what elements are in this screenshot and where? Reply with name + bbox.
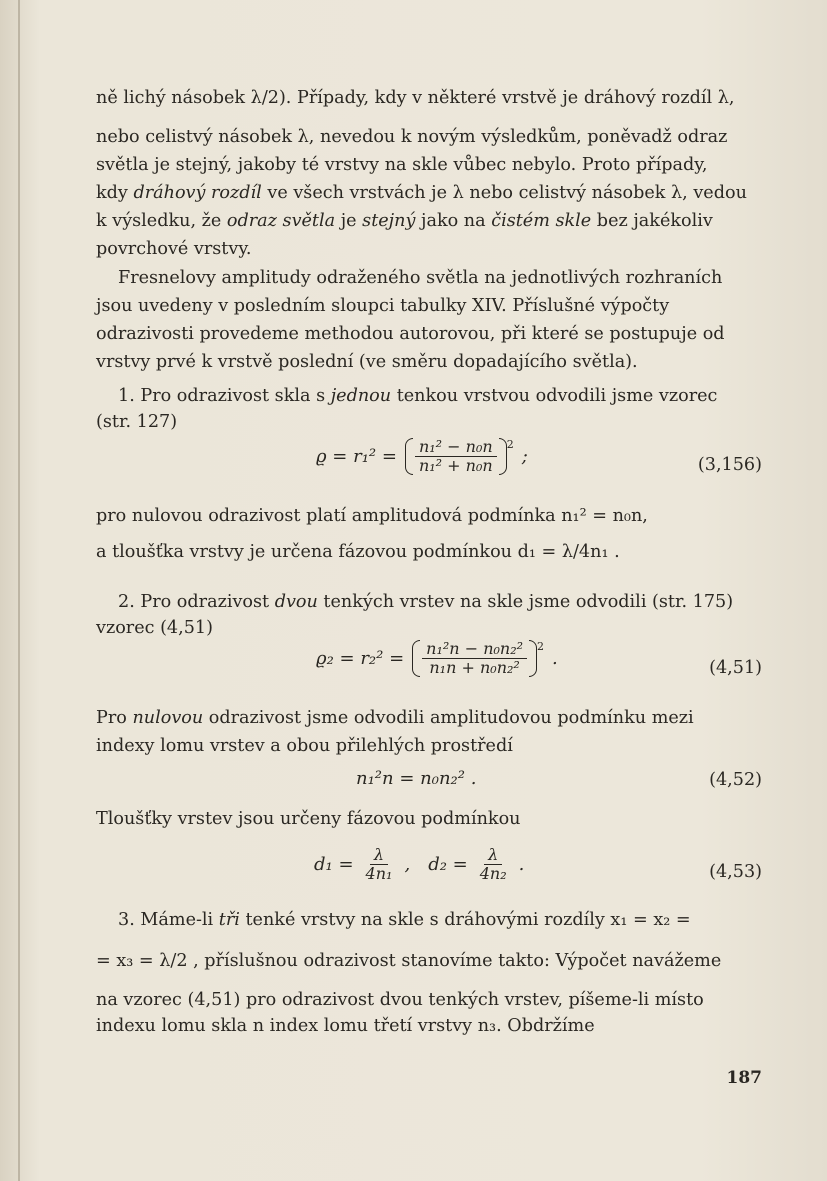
section-1-line: (str. 127) [96,412,178,432]
equation-4-53: d₁ = $\frac{\lambda}{\text{4n₁}}$ , d₂ = $\frac{\lambda}{\text{4n₂}}$ . [314,845,525,883]
text-line: pro nulovou odrazivost platí amplitudová podmínka n₁² = n₀n, [96,506,648,526]
equation-label: (4,52) [709,770,762,790]
equation-3-156: ϱ = r₁² = $\frac{\text{n₁² − n₀n}}{\text{n₁² + n₀n}}$ 2 ; [316,437,528,475]
text-line: indexy lomu vrstev a obou přilehlých prostředí [96,736,513,756]
section-3-line: na vzorec (4,51) pro odrazivost dvou tenkých vrstev, píšeme-li místo [96,990,704,1010]
section-3-line: indexu lomu skla n index lomu třetí vrstvy n₃. Obdržíme [96,1016,595,1036]
paragraph-line: Fresnelovy amplitudy odraženého světla na jednotlivých rozhraních [118,268,723,288]
text-line: nebo celistvý násobek λ, nevedou k novým výsledkům, poněvadž odraz [96,127,728,147]
text-line: kdy dráhový rozdíl ve všech vrstvách je λ nebo celistvý násobek λ, vedou [96,183,747,203]
text-line: a tloušťka vrstvy je určena fázovou podmínkou d₁ = λ/4n₁ . [96,542,620,562]
section-1-line: 1. Pro odrazivost skla s jednou tenkou vrstvou odvodili jsme vzorec [118,386,718,406]
equation-label: (3,156) [697,455,762,475]
section-2-line: vzorec (4,51) [96,618,213,638]
page-binding-edge [18,0,20,1181]
text-line: ně lichý násobek λ/2). Případy, kdy v některé vrstvě je dráhový rozdíl λ, [96,88,735,108]
text-line: povrchové vrstvy. [96,239,252,259]
text-line: Tloušťky vrstev jsou určeny fázovou podmínkou [96,809,521,829]
paragraph-line: odrazivosti provedeme methodou autorovou, při které se postupuje od [96,324,725,344]
page-number: 187 [726,1068,762,1088]
paragraph-line: vrstvy prvé k vrstvě poslední (ve směru dopadajícího světla). [96,352,638,372]
section-2-line: 2. Pro odrazivost dvou tenkých vrstev na skle jsme odvodili (str. 175) [118,592,734,612]
text-line: světla je stejný, jakoby té vrstvy na skle vůbec nebylo. Proto případy, [96,155,708,175]
text-line: Pro nulovou odrazivost jsme odvodili amplitudovou podmínku mezi [96,708,694,728]
section-3-line: = x₃ = λ/2 , příslušnou odrazivost stanovíme takto: Výpočet navážeme [96,951,722,971]
equation-4-52: n₁²n = n₀n₂² . [356,768,477,789]
equation-label: (4,53) [709,862,762,882]
text-line: k výsledku, že odraz světla je stejný jako na čistém skle bez jakékoliv [96,211,713,231]
section-3-line: 3. Máme-li tři tenké vrstvy na skle s dráhovými rozdíly x₁ = x₂ = [118,910,691,930]
paragraph-line: jsou uvedeny v posledním sloupci tabulky XIV. Příslušné výpočty [96,296,670,316]
equation-4-51: ϱ₂ = r₂² = $\frac{\text{n₁²n − n₀n₂²}}{\text{n₁n + n₀n₂²}}$ 2 . [316,639,558,677]
equation-label: (4,51) [709,658,762,678]
